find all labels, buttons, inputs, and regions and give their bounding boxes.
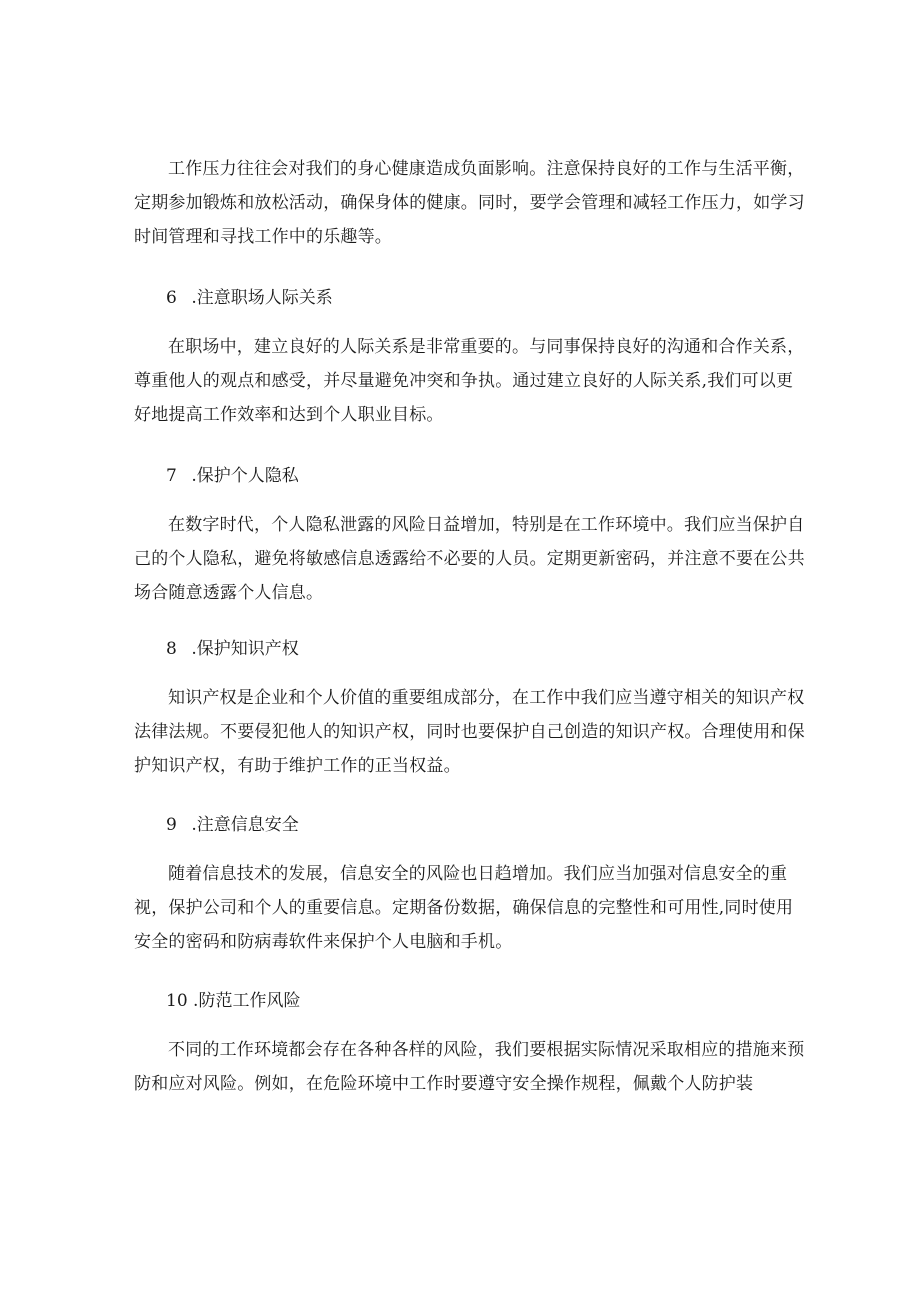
section-heading-10 [166,989,300,1013]
section-title: .防范工作风险 [193,991,301,1011]
section-body-9: 随着信息技术的发展，信息安全的风险也日趋增加。我们应当加强对信息安全的重视，保护公司和个人的重要信息。定期备份数据，确保信息的完整性和可用性,同时使用安全的密码和防病毒软件来保护个人电脑和手机。 [134,864,794,952]
section-heading-9 [166,813,299,837]
section-body-8: 知识产权是企业和个人价值的重要组成部分，在工作中我们应当遵守相关的知识产权法律法规。不要侵犯他人的知识产权，同时也要保护自己创造的知识产权。合理使用和保护知识产权，有助于维护工作的正当权益。 [134,688,805,776]
section-body-10: 不同的工作环境都会存在各种各样的风险，我们要根据实际情况采取相应的措施来预防和应对风险。例如，在危险环境中工作时要遵守安全操作规程，佩戴个人防护装 [134,1040,805,1094]
section-title: .注意信息安全 [191,815,299,835]
section-heading-6 [166,286,333,310]
section-body-7: 在数字时代，个人隐私泄露的风险日益增加，特别是在工作环境中。我们应当保护自己的个人隐私，避免将敏感信息透露给不必要的人员。定期更新密码，并注意不要在公共场合随意透露个人信息。 [134,515,805,603]
section-title: .保护知识产权 [191,639,299,659]
section-number: 8 [166,639,177,659]
section-body-6: 在职场中，建立良好的人际关系是非常重要的。与同事保持良好的沟通和合作关系，尊重他人的观点和感受，并尽量避免冲突和争执。通过建立良好的人际关系,我们可以更好地提高工作效率和达到个人职业目标。 [134,337,805,425]
section-number: 7 [166,466,177,486]
section-heading-7 [166,464,299,488]
section-heading-8 [166,637,299,661]
section-title: .保护个人隐私 [191,466,299,486]
section-number: 9 [166,815,177,835]
section-number: 6 [166,288,177,308]
intro-paragraph: 工作压力往往会对我们的身心健康造成负面影响。注意保持良好的工作与生活平衡，定期参加锻炼和放松活动，确保身体的健康。同时，要学会管理和减轻工作压力，如学习时间管理和寻找工作中的乐趣等。 [134,159,805,247]
section-title: .注意职场人际关系 [191,288,333,308]
section-number: 10 [166,991,188,1011]
